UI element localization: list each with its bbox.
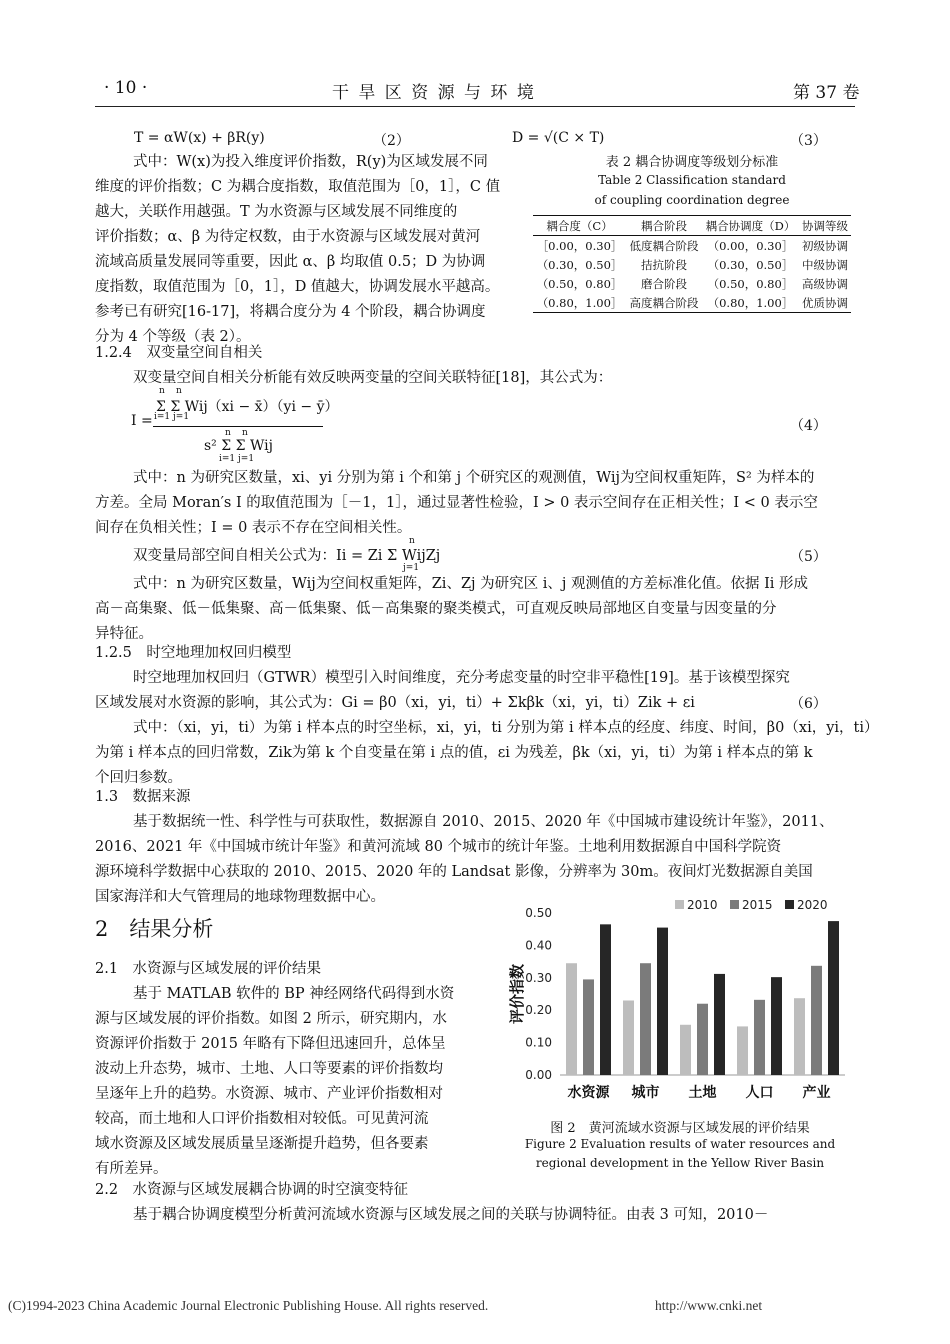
table-cell: 高度耦合阶段 xyxy=(626,293,702,313)
para-line: 式中：n 为研究区数量，xi、yi 分别为第 i 个和第 j 个研究区的观测值，Wij为空间权重矩阵，S² 为样本的 xyxy=(133,470,815,486)
para-line: 度指数，取值范围为［0，1］，D 值越大，协调发展水平越高。 xyxy=(95,279,500,295)
para-line: 间存在负相关性；I = 0 表示不存在空间相关性。 xyxy=(95,520,412,536)
para-line: 个回归参数。 xyxy=(95,770,182,786)
para-line: 基于耦合协调度模型分析黄河流域水资源与区域发展之间的关联与协调特征。由表 3 可知，2010－ xyxy=(133,1207,769,1223)
table-cell: ［0.00，0.30］ xyxy=(536,238,623,253)
section-heading: 1.2.4 双变量空间自相关 xyxy=(95,345,263,361)
para-line: 维度的评价指数；C 为耦合度指数，取值范围为［0，1］，C 值 xyxy=(95,179,501,195)
table-header-cell: 耦合协调度（D） xyxy=(702,216,799,236)
bar-2015 xyxy=(583,979,594,1075)
table-2-caption-en: Table 2 Classification standard xyxy=(598,173,786,187)
y-tick-label: 0.10 xyxy=(525,1035,552,1050)
para-line: 双变量空间自相关分析能有效反映两变量的空间关联特征[18]，其公式为： xyxy=(133,370,613,386)
x-tick-label: 土地 xyxy=(688,1085,717,1101)
bar-2010 xyxy=(566,963,577,1075)
y-axis-label: 评价指数 xyxy=(508,963,526,1025)
bar-2020 xyxy=(714,974,725,1075)
figure-2-caption-en: Figure 2 Evaluation results of water resources and xyxy=(524,1137,836,1151)
x-tick-label: 产业 xyxy=(802,1085,831,1101)
y-tick-label: 0.20 xyxy=(525,1003,552,1018)
para-line: 为第 i 样本点的回归常数，Zik为第 k 个自变量在第 i 点的值，εi 为残差，βk（xi，yi，ti）为第 i 样本点的第 k xyxy=(95,745,813,761)
para-line: 较高，而土地和人口评价指数相对较低。可见黄河流 xyxy=(95,1111,429,1127)
table-header-row xyxy=(533,216,851,236)
sum-upper-limit: n xyxy=(176,386,182,396)
y-tick-label: 0.40 xyxy=(525,938,552,953)
bar-2015 xyxy=(811,966,822,1075)
table-cell: （0.80，1.00］ xyxy=(702,293,799,313)
section-heading-large: 2 结果分析 xyxy=(95,917,214,941)
sum-upper-limit: n xyxy=(409,536,415,546)
para-line: 时空地理加权回归（GTWR）模型引入时间维度，充分考虑变量的时空非平稳性[19]。基于该模型探究 xyxy=(133,670,790,686)
para-line: 参考已有研究[16-17]，将耦合度分为 4 个阶段，耦合协调度 xyxy=(95,304,486,320)
bar-2010 xyxy=(680,1025,691,1075)
legend-swatch xyxy=(730,900,739,909)
equation-3-number: （3） xyxy=(790,133,827,149)
para-line: 基于数据统一性、科学性与可获取性，数据源自 2010、2015、2020 年《中国城市建设统计年鉴》，2011、 xyxy=(133,814,834,830)
copyright-notice: (C)1994-2023 China Academic Journal Electronic Publishing House. All rights reserved. xyxy=(8,1298,489,1313)
para-line: 源环境科学数据中心获取的 2010、2015、2020 年的 Landsat 影像，分辨率为 30m。夜间灯光数据源自美国 xyxy=(95,864,813,880)
volume-label: 第 37 卷 xyxy=(793,83,860,103)
gtwr-formula-line: 区域发展对水资源的影响，其公式为：Gi = β0（xi，yi，ti）+ Σkβk（xi，yi，ti）Zik + εi xyxy=(95,695,695,711)
y-tick-label: 0.00 xyxy=(525,1068,552,1082)
equation-4-denominator: s² Σ Σ Wij xyxy=(204,438,273,454)
equation-5-number: （5） xyxy=(790,549,827,565)
sum-lower-limit: j=1 xyxy=(403,563,420,573)
table-row xyxy=(533,274,851,293)
bar-2020 xyxy=(657,928,668,1075)
cnki-link[interactable]: http://www.cnki.net xyxy=(655,1298,763,1313)
table-cell: （0.30，0.50］ xyxy=(536,257,623,272)
equation-4-lhs: I = xyxy=(131,413,153,429)
para-line: 高－高集聚、低－低集聚、高－低集聚、低－高集聚的聚类模式，可直观反映局部地区自变量与因变量的分 xyxy=(95,601,777,617)
table-2-caption-en: of coupling coordination degree xyxy=(594,193,790,207)
bar-2020 xyxy=(828,921,839,1075)
table-header-cell: 协调等级 xyxy=(799,216,851,236)
para-line: 流域高质量发展同等重要，因此 α、β 均取值 0.5；D 为协调 xyxy=(95,254,486,270)
table-cell: （0.00，0.30］ xyxy=(707,238,794,253)
table-cell: （0.30，0.50］ xyxy=(707,257,794,272)
para-line: 源与区域发展的评价指数。如图 2 所示，研究期内，水 xyxy=(95,1011,447,1027)
table-row xyxy=(533,293,851,313)
para-line: 式中：（xi，yi，ti）为第 i 样本点的时空坐标，xi，yi，ti 分别为第 i 样本点的经度、纬度、时间，β0（xi，yi，ti） xyxy=(133,720,879,736)
legend-label: 2010 xyxy=(687,898,718,912)
bar-2020 xyxy=(600,924,611,1075)
bar-2015 xyxy=(754,1000,765,1075)
x-tick-label: 人口 xyxy=(745,1085,774,1101)
section-heading: 2.2 水资源与区域发展耦合协调的时空演变特征 xyxy=(95,1182,409,1198)
table-header-cell: 耦合阶段 xyxy=(626,216,702,236)
para-line: 评价指数；α、β 为待定权数，由于水资源与区域发展对黄河 xyxy=(95,229,481,245)
legend-label: 2020 xyxy=(797,898,828,912)
equation-6-number: （6） xyxy=(790,696,827,712)
bar-2015 xyxy=(697,1004,708,1075)
journal-title: 干 旱 区 资 源 与 环 境 xyxy=(332,83,536,103)
sum-lower-limit: i=1 j=1 xyxy=(154,412,190,422)
table-2-caption: 表 2 耦合协调度等级划分标准 xyxy=(605,155,779,170)
section-heading: 2.1 水资源与区域发展的评价结果 xyxy=(95,961,322,977)
para-line: 方差。全局 Moran′s I 的取值范围为［－1，1］，通过显著性检验，I > 0 表示空间存在正相关性；I < 0 表示空 xyxy=(95,495,818,511)
table-cell: 拮抗阶段 xyxy=(640,257,687,272)
para-line: 异特征。 xyxy=(95,626,153,642)
para-line: 呈逐年上升的趋势。水资源、城市、产业评价指数相对 xyxy=(95,1086,443,1102)
legend-label: 2015 xyxy=(742,898,773,912)
para-line: 有所差异。 xyxy=(95,1161,168,1177)
sum-upper-limit: n xyxy=(242,428,248,438)
y-tick-label: 0.50 xyxy=(525,906,552,920)
local-autocorrelation-formula: 双变量局部空间自相关公式为：Ii = Zi Σ WijZj xyxy=(133,548,441,564)
bar-2010 xyxy=(737,1026,748,1075)
table-cell: 高级协调 xyxy=(802,276,849,291)
header-rule xyxy=(95,106,855,107)
evaluation-bar-chart xyxy=(505,895,855,1115)
fraction-bar xyxy=(153,426,323,427)
table-cell: （0.50，0.80］ xyxy=(536,276,623,291)
equation-4-number: （4） xyxy=(790,418,827,434)
equation-2-number: （2） xyxy=(373,133,410,149)
figure-2-caption-en: regional development in the Yellow River Basin xyxy=(535,1156,825,1170)
table-cell: 优质协调 xyxy=(799,293,851,313)
equation-4-numerator: Σ Σ Wij（xi − x̄）（yi − ȳ） xyxy=(156,399,339,415)
table-row xyxy=(533,236,851,256)
para-line: 基于 MATLAB 软件的 BP 神经网络代码得到水资 xyxy=(133,986,455,1002)
sum-upper-limit: n xyxy=(159,386,165,396)
bar-2010 xyxy=(794,998,805,1075)
legend-swatch xyxy=(675,900,684,909)
bar-2020 xyxy=(771,977,782,1075)
para-line: 越大，关联作用越强。T 为水资源与区域发展不同维度的 xyxy=(95,204,458,220)
table-header-cell: 耦合度（C） xyxy=(533,216,626,236)
para-line: 资源评价指数于 2015 年略有下降但迅速回升，总体呈 xyxy=(95,1036,446,1052)
table-cell: 磨合阶段 xyxy=(640,276,687,291)
coupling-classification-table xyxy=(533,215,851,313)
bar-2015 xyxy=(640,963,651,1075)
para-line: 分为 4 个等级（表 2）。 xyxy=(95,329,251,345)
sum-lower-limit: i=1 j=1 xyxy=(219,454,255,464)
para-line: 式中：n 为研究区数量，Wij为空间权重矩阵，Zi、Zj 为研究区 i、j 观测值的方差标准化值。依据 Ii 形成 xyxy=(133,576,809,592)
table-cell: 中级协调 xyxy=(802,257,849,272)
legend-swatch xyxy=(785,900,794,909)
sum-upper-limit: n xyxy=(225,428,231,438)
x-tick-label: 城市 xyxy=(631,1085,660,1101)
table-cell: （0.80，1.00］ xyxy=(533,293,626,313)
para-line: 域水资源及区域发展质量呈逐渐提升趋势，但各要素 xyxy=(95,1136,429,1152)
equation-2: T = αW(x) + βR(y) xyxy=(134,130,265,146)
para-line: 波动上升态势，城市、土地、人口等要素的评价指数均 xyxy=(95,1061,443,1077)
section-heading: 1.2.5 时空地理加权回归模型 xyxy=(95,645,292,661)
table-cell: （0.50，0.80］ xyxy=(707,276,794,291)
figure-2-caption: 图 2 黄河流域水资源与区域发展的评价结果 xyxy=(550,1121,810,1136)
x-tick-label: 水资源 xyxy=(567,1085,610,1101)
table-cell: 初级协调 xyxy=(802,238,849,253)
equation-3: D = √(C × T) xyxy=(512,130,605,146)
section-heading: 1.3 数据来源 xyxy=(95,789,191,805)
bar-2010 xyxy=(623,1000,634,1075)
para-line: 2016、2021 年《中国城市统计年鉴》和黄河流域 80 个城市的统计年鉴。土地利用数据源自中国科学院资 xyxy=(95,839,782,855)
table-cell: 低度耦合阶段 xyxy=(629,238,699,253)
table-row xyxy=(533,255,851,274)
para-line: 式中：W(x)为投入维度评价指数，R(y)为区域发展不同 xyxy=(133,154,488,170)
y-tick-label: 0.30 xyxy=(525,970,552,985)
para-line: 国家海洋和大气管理局的地球物理数据中心。 xyxy=(95,889,385,905)
page-number: · 10 · xyxy=(104,78,148,98)
